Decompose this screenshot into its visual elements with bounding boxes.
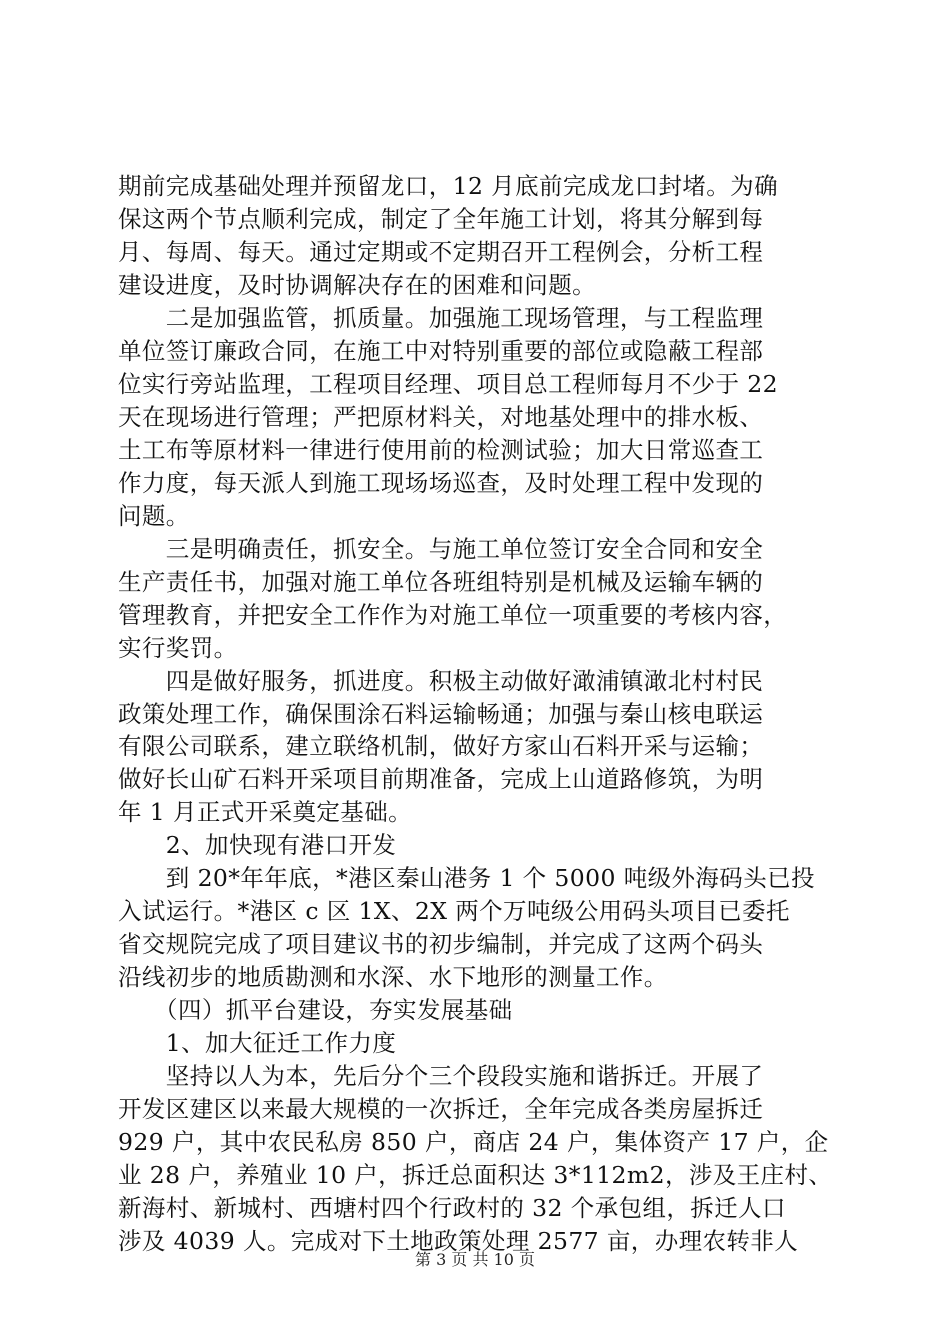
body-text-line: 省交规院完成了项目建议书的初步编制，并完成了这两个码头 — [118, 930, 764, 958]
body-text-line: 三是明确责任，抓安全。与施工单位签订安全合同和安全 — [118, 535, 764, 563]
body-text-line: 年 1 月正式开采奠定基础。 — [118, 798, 412, 826]
body-text-line: 入试运行。*港区 c 区 1X、2X 两个万吨级公用码头项目已委托 — [118, 897, 790, 925]
page-footer: 第 3 页 共 10 页 — [415, 1250, 535, 1269]
body-text-line: 新海村、新城村、西塘村四个行政村的 32 个承包组，拆迁人口 — [118, 1194, 786, 1222]
body-text-line: 涉及 4039 人。完成对下土地政策处理 2577 亩，办理农转非人 — [118, 1227, 799, 1255]
body-text-line: 业 28 户，养殖业 10 户，拆迁总面积达 3*112m2，涉及王庄村、 — [118, 1161, 833, 1189]
section-heading: （四）抓平台建设，夯实发展基础 — [118, 996, 513, 1024]
body-text-line: 二是加强监管，抓质量。加强施工现场管理，与工程监理 — [118, 304, 764, 332]
body-text-line: 土工布等原材料一律进行使用前的检测试验；加大日常巡查工 — [118, 436, 764, 464]
body-text-line: 929 户，其中农民私房 850 户，商店 24 户，集体资产 17 户，企 — [118, 1128, 829, 1156]
body-text-line: 开发区建区以来最大规模的一次拆迁，全年完成各类房屋拆迁 — [118, 1095, 764, 1123]
body-text-line: 生产责任书，加强对施工单位各班组特别是机械及运输车辆的 — [118, 568, 764, 596]
body-text-line: 期前完成基础处理并预留龙口，12 月底前完成龙口封堵。为确 — [118, 172, 778, 200]
body-text-line: 做好长山矿石料开采项目前期准备，完成上山道路修筑，为明 — [118, 765, 764, 793]
section-heading: 1、加大征迁工作力度 — [118, 1029, 397, 1057]
body-text-line: 单位签订廉政合同，在施工中对特别重要的部位或隐蔽工程部 — [118, 337, 764, 365]
body-text-line: 坚持以人为本，先后分个三个段段实施和谐拆迁。开展了 — [118, 1062, 764, 1090]
body-text-line: 问题。 — [118, 502, 190, 530]
body-text-line: 四是做好服务，抓进度。积极主动做好澉浦镇澉北村村民 — [118, 667, 764, 695]
body-text-line: 沿线初步的地质勘测和水深、水下地形的测量工作。 — [118, 963, 668, 991]
body-text-line: 政策处理工作，确保围涂石料运输畅通；加强与秦山核电联运 — [118, 700, 764, 728]
body-text-line: 作力度，每天派人到施工现场场巡查，及时处理工程中发现的 — [118, 469, 764, 497]
body-text-line: 位实行旁站监理，工程项目经理、项目总工程师每月不少于 22 — [118, 370, 778, 398]
body-text-line: 建设进度，及时协调解决存在的困难和问题。 — [118, 271, 596, 299]
section-heading: 2、加快现有港口开发 — [118, 831, 397, 859]
body-text-line: 月、每周、每天。通过定期或不定期召开工程例会，分析工程 — [118, 238, 764, 266]
body-text-line: 天在现场进行管理；严把原材料关，对地基处理中的排水板、 — [118, 403, 764, 431]
body-text-line: 管理教育，并把安全工作作为对施工单位一项重要的考核内容， — [118, 601, 788, 629]
body-text-line: 保这两个节点顺利完成，制定了全年施工计划，将其分解到每 — [118, 205, 764, 233]
body-text-line: 到 20*年年底，*港区秦山港务 1 个 5000 吨级外海码头已投 — [118, 864, 815, 892]
body-text-line: 有限公司联系，建立联络机制，做好方家山石料开采与运输； — [118, 732, 764, 760]
body-text-line: 实行奖罚。 — [118, 634, 238, 662]
